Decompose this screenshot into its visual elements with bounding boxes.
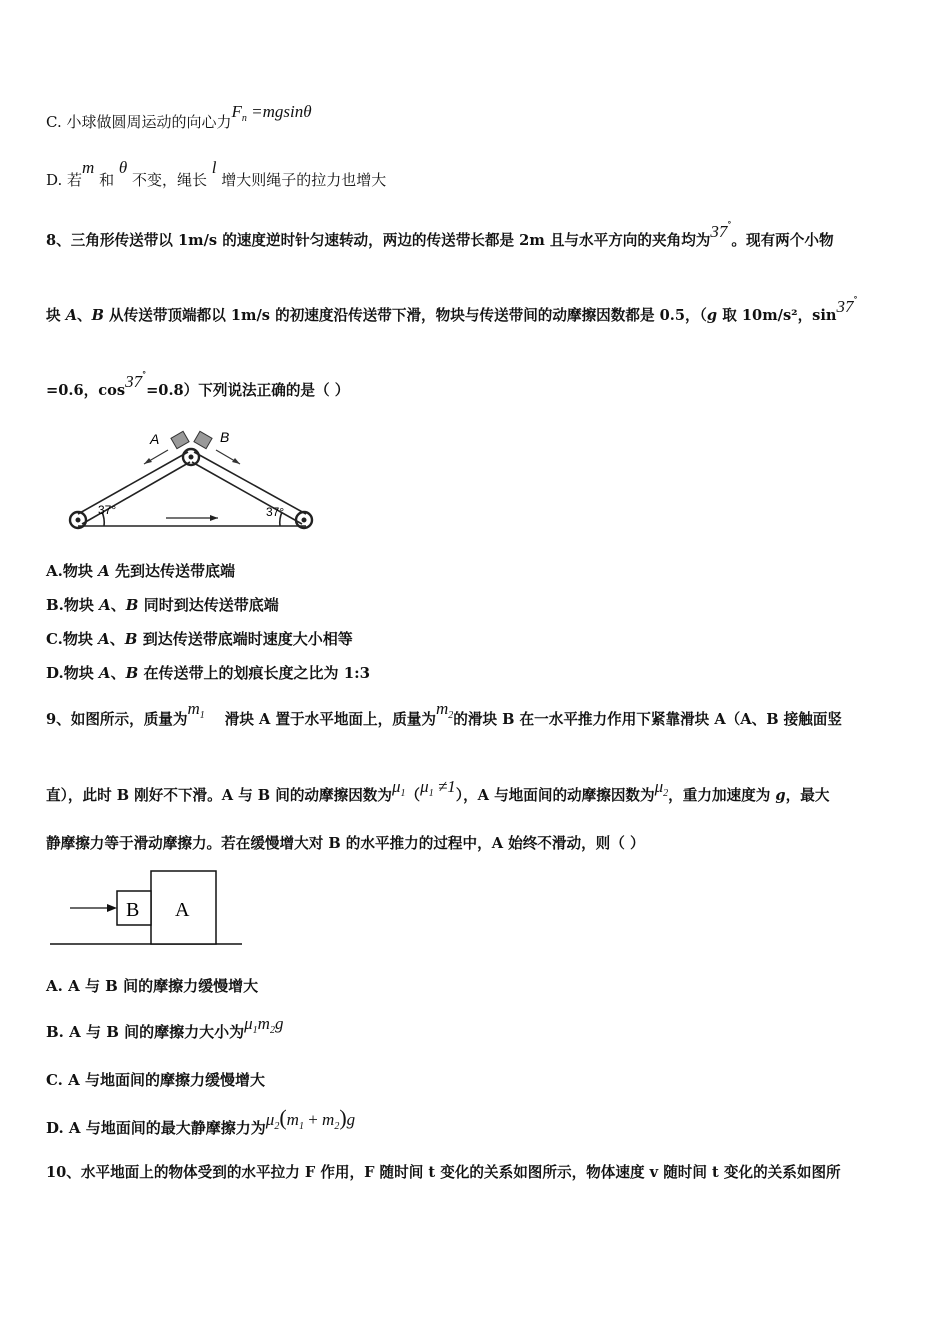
q7-option-c-text: C. 小球做圆周运动的向心力	[46, 113, 232, 131]
q10-stem-line1: 10、水平地面上的物体受到的水平拉力 F 作用，F 随时间 t 变化的关系如图所示，物体速度 v 随时间 t 变化的关系如图所	[46, 1164, 841, 1181]
q9-stem-line2: 直），此时 B 刚好不下滑。A 与 B 间的动摩擦因数为$\mu_1(\mu_1 \ne 1)$，A 与地面间的动摩擦因数为$\mu_2$，重力加速度为 g，最大	[46, 777, 830, 804]
label-b: B	[220, 429, 230, 445]
right-belt-lower	[192, 462, 302, 524]
q9-option-d: D. A 与地面间的最大静摩擦力为$\mu_2(m_1 + m_2)g$	[46, 1105, 356, 1137]
left-belt-upper	[78, 452, 188, 514]
q9-option-a: A. A 与 B 间的摩擦力缓慢增大	[46, 977, 259, 995]
q9-blocks-figure	[48, 868, 248, 948]
push-arrowhead	[107, 904, 117, 912]
q8-option-a: A.物块 A 先到达传送带底端	[46, 562, 235, 580]
label-angle-right: 37°	[266, 505, 285, 519]
q8-option-d: D.物块 A、B 在传送带上的划痕长度之比为 1:3	[46, 664, 371, 682]
q8-stem-line1: 8、三角形传送带以 1m/s 的速度逆时针匀速转动，两边的传送带长都是 2m 且与水平方向的夹角均为37°。现有两个小物	[46, 219, 834, 249]
label-a: A	[150, 431, 160, 447]
q8-option-b: B.物块 A、B 同时到达传送带底端	[46, 596, 279, 614]
q7-option-d: D. 若m 和 θ 不变，绳长 l 增大则绳子的拉力也增大	[46, 158, 387, 189]
q9-option-c: C. A 与地面间的摩擦力缓慢增大	[46, 1071, 265, 1089]
q7-option-c-formula: $F_n =mgsin\theta$	[231, 102, 312, 124]
q9-option-b: B. A 与 B 间的摩擦力大小为$\mu_1m_2g$	[46, 1014, 284, 1041]
q9-stem-line1: 9、如图所示，质量为$m_1$ 滑块 A 置于水平地面上，质量为$m_2$的滑块 B 在一水平推力作用下紧靠滑块 A（A、B 接触面竖	[46, 699, 842, 728]
label-angle-left: 37°	[98, 503, 117, 517]
block-b	[194, 431, 212, 448]
direction-arrowhead	[210, 515, 218, 521]
label-b: B	[126, 899, 140, 921]
q8-conveyor-figure	[60, 422, 330, 534]
label-a: A	[175, 899, 190, 921]
right-belt-upper	[194, 452, 306, 514]
q9-stem-line3: 静摩擦力等于滑动摩擦力。若在缓慢增大对 B 的水平推力的过程中，A 始终不滑动，则（ ）	[46, 835, 645, 852]
q7-option-c	[46, 102, 312, 135]
q8-option-c: C.物块 A、B 到达传送带底端时速度大小相等	[46, 630, 353, 648]
block-a	[171, 431, 189, 448]
q8-stem-line3: =0.6，cos37°=0.8）下列说法正确的是（ ）	[46, 369, 350, 399]
q8-stem-line2: 块 A、B 从传送带顶端都以 1m/s 的初速度沿传送带下滑，物块与传送带间的动摩擦因数都是 0.5，（g 取 10m/s²，sin37°	[46, 294, 858, 324]
